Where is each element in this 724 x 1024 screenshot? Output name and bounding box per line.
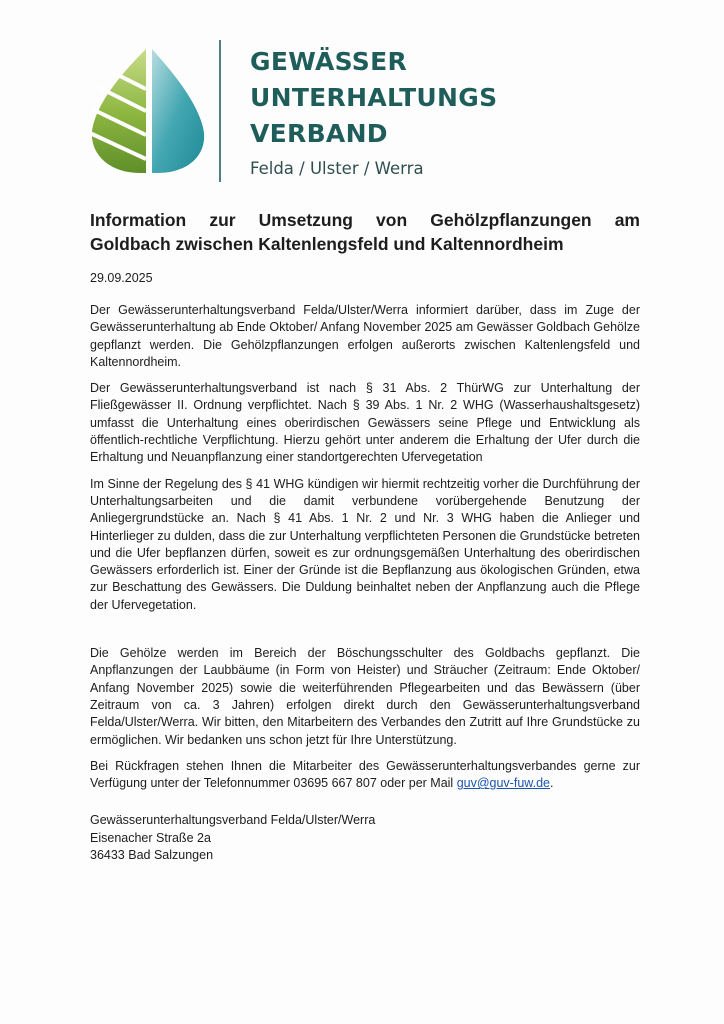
leaf-water-drop-icon <box>88 45 223 175</box>
document-date: 29.09.2025 <box>90 271 153 285</box>
logo-line-3: VERBAND <box>250 119 388 148</box>
logo-subtitle: Felda / Ulster / Werra <box>250 159 424 178</box>
address-city: 36433 Bad Salzungen <box>90 848 214 863</box>
contact-text: Bei Rückfragen stehen Ihnen die Mitarbeiter des Gewässerunterhaltungsverbandes gerne zur Verfügung unter der Telefonnummer 03695 667 807 oder per Mail <box>90 758 640 791</box>
logo-wordmark <box>250 44 497 180</box>
paragraph-duty-to-tolerate: Im Sinne der Regelung des § 41 WHG kündigen wir hiermit rechtzeitig vorher die Durchführung der Unterhaltungsarbeiten und die damit verbundene vorübergehende Benutzung der Anliegergrundstücke an. Nach § 41 Abs. 1 Nr. 2 und Nr. 3 WHG haben die Anlieger und Hinterlieger zu dulden, dass die zur Unterhaltung verpflichteten Personen die Grundstücke betreten und die Ufer bepflanzen dürfen, soweit es zur ordnungsgemäßen Unterhaltung des oberirdischen Gewässers erforderlich ist. Einer der Gründe ist die Bepflanzung aus ökologischen Gründen, etwa zur Beschattung des Gewässers. Die Duldung beinhaltet neben der Anpflanzung auch die Pflege der Ufervegetation. <box>90 476 640 612</box>
paragraph-planting-details: Die Gehölze werden im Bereich der Böschungsschulter des Goldbachs gepflanzt. Die Anpflanzungen der Laubbäume (in Form von Heister) und Sträucher (Zeitraum: Ende Oktober/ Anfang November 2025) sowie die weiterführenden Pflegearbeiten und das Bewässern (über Zeitraum von ca. 3 Jahren) erfolgen direkt durch den Gewässerunterhaltungsverband Felda/Ulster/Werra. Wir bitten, den Mitarbeitern des Verbandes den Zutritt auf Ihre Grundstücke zu ermöglichen. Wir bedanken uns schon jetzt für Ihre Unterstützung. <box>90 646 640 747</box>
title-line-2: Goldbach zwischen Kaltenlengsfeld und Kaltennordheim <box>90 234 564 254</box>
organization-logo <box>88 40 508 185</box>
logo-divider <box>219 40 221 182</box>
sender-address <box>90 812 640 864</box>
contact-text-end: . <box>550 776 554 791</box>
paragraph-contact <box>90 758 640 793</box>
address-street: Eisenacher Straße 2a <box>90 830 211 845</box>
logo-line-2: UNTERHALTUNGS <box>250 83 498 112</box>
email-link[interactable]: guv@guv-fuw.de <box>456 776 550 791</box>
address-name: Gewässerunterhaltungsverband Felda/Ulster/Werra <box>90 813 376 828</box>
title-line-1: Information zur Umsetzung von Gehölzpflanzungen am <box>90 210 640 230</box>
paragraph-announcement: Der Gewässerunterhaltungsverband Felda/Ulster/Werra informiert darüber, dass im Zuge der Gewässerunterhaltung ab Ende Oktober/ Anfang November 2025 am Gewässer Goldbach Gehölze gepflanzt werden. Die Gehölzpflanzungen erfolgen außerorts zwischen Kaltenlengsfeld und Kaltennordheim. <box>90 303 640 369</box>
document-body <box>90 208 640 864</box>
document-title <box>90 208 640 256</box>
logo-line-1: GEWÄSSER <box>250 47 408 76</box>
paragraph-legal-basis: Der Gewässerunterhaltungsverband ist nach § 31 Abs. 2 ThürWG zur Unterhaltung der Fließgewässer II. Ordnung verpflichtet. Nach § 39 Abs. 1 Nr. 2 WHG (Wasserhaushaltsgesetz) umfasst die Unterhaltung eines oberirdischen Gewässers seine Pflege und Entwicklung als öffentlich-rechtliche Verpflichtung. Hierzu gehört unter anderem die Erhaltung der Ufer durch die Erhaltung und Neuanpflanzung einer standortgerechten Ufervegetation <box>90 381 640 465</box>
